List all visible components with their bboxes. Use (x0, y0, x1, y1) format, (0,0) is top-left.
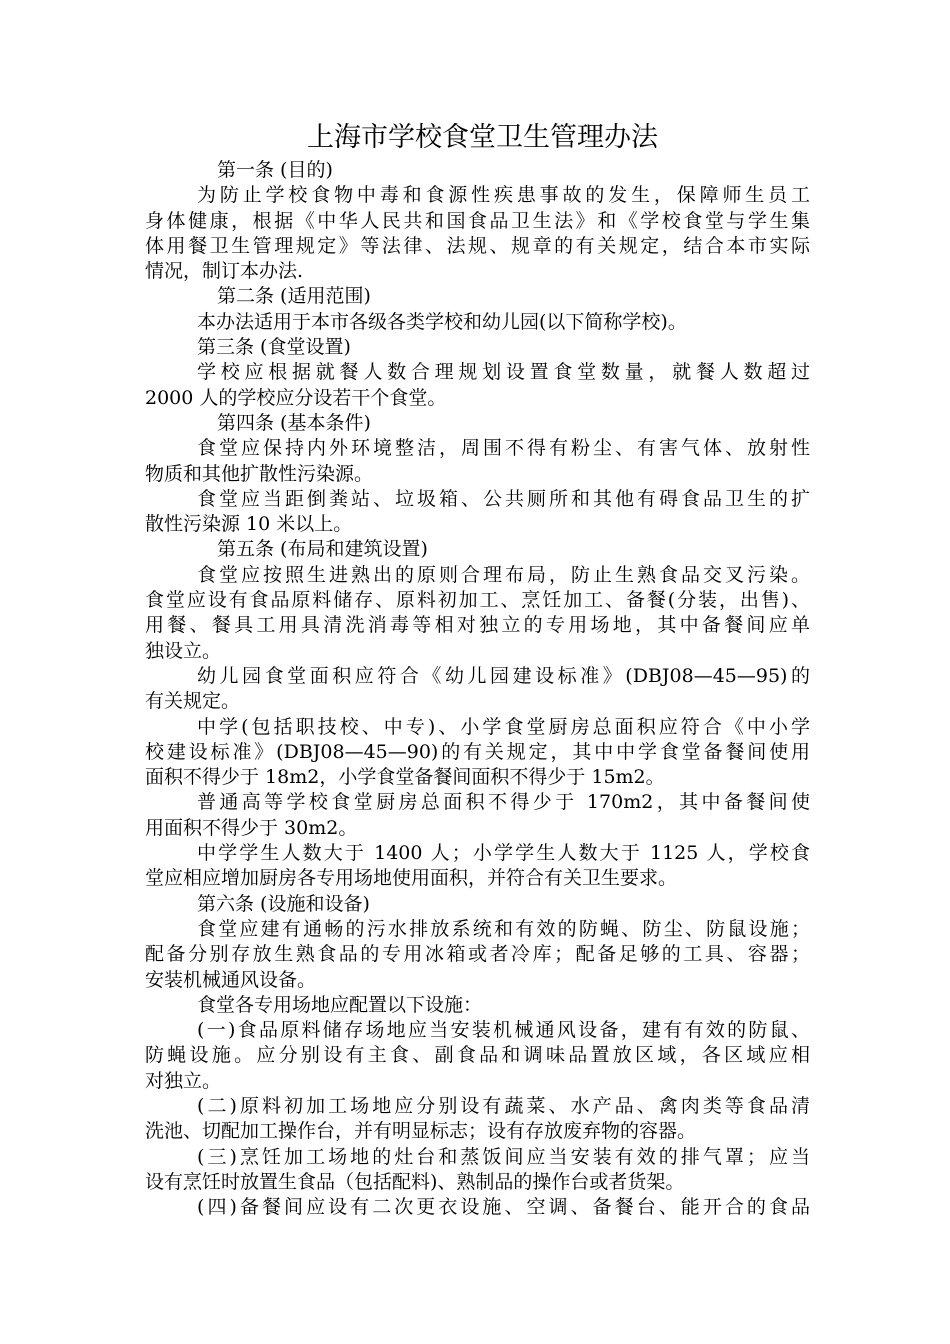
article-heading (145, 892, 810, 917)
line-text: 食堂各专用场地应配置以下设施： (197, 993, 483, 1016)
text-line (145, 816, 810, 841)
text-line (145, 588, 810, 613)
line-text: 中学学生人数大于 1400 人；小学学生人数大于 1125 人，学校食 (197, 842, 810, 865)
line-text: 体用餐卫生管理规定》等法律、法规、规章的有关规定，结合本市实际 (145, 234, 810, 257)
line-text: (四)备餐间应设有二次更衣设施、空调、备餐台、能开合的食品 (197, 1196, 810, 1219)
text-line (145, 1043, 810, 1068)
text-line (145, 765, 810, 790)
document-title: 上海市学校食堂卫生管理办法 (307, 122, 658, 153)
line-text: 为防止学校食物中毒和食源性疾患事故的发生，保障师生员工 (197, 184, 810, 207)
text-line (145, 639, 810, 664)
text-line (145, 1195, 810, 1220)
text-line (145, 715, 810, 740)
line-text: 第三条 (食堂设置) (197, 336, 351, 359)
text-line (145, 183, 810, 208)
line-text: 中学(包括职技校、中专)、小学食堂厨房总面积应符合《中小学 (197, 715, 810, 738)
line-text: 情况，制订本办法. (145, 260, 304, 283)
line-text: 物质和其他扩散性污染源。 (145, 462, 374, 485)
line-text: 散性污染源 10 米以上。 (145, 513, 353, 536)
text-line (145, 487, 810, 512)
line-text: 第五条 (布局和建筑设置) (217, 538, 428, 561)
text-line (145, 689, 810, 714)
text-line (145, 209, 810, 234)
line-text: 第二条 (适用范围) (217, 285, 371, 308)
line-text: 堂应相应增加厨房各专用场地使用面积，并符合有关卫生要求。 (145, 867, 678, 890)
text-line (145, 462, 810, 487)
text-line (145, 1119, 810, 1144)
text-line (145, 917, 810, 942)
line-text: 用面积不得少于 30m2。 (145, 816, 358, 839)
text-line (145, 436, 810, 461)
text-line (145, 790, 810, 815)
line-text: (三)烹饪加工场地的灶台和蒸饭间应当安装有效的排气罩；应当 (197, 1145, 810, 1168)
line-text: 防蝇设施。应分别设有主食、副食品和调味品置放区域，各区域应相 (145, 1044, 810, 1067)
line-text: 校建设标准》(DBJ08—45—90)的有关规定，其中中学食堂备餐间使用 (145, 740, 810, 763)
line-text: 独设立。 (145, 639, 222, 662)
text-line (145, 386, 810, 411)
line-text: 食堂应保持内外环境整洁，周围不得有粉尘、有害气体、放射性 (197, 437, 810, 460)
text-line (145, 563, 810, 588)
line-text: 第四条 (基本条件) (217, 411, 371, 434)
text-line (145, 234, 810, 259)
text-line (145, 740, 810, 765)
text-line (145, 993, 810, 1018)
article-heading (145, 335, 810, 360)
text-line (145, 1170, 810, 1195)
text-line (145, 512, 810, 537)
text-line (145, 841, 810, 866)
line-text: 设有烹饪时放置生食品（包括配料)、熟制品的操作台或者货架。 (145, 1170, 685, 1193)
text-line (145, 613, 810, 638)
article-heading (145, 158, 810, 183)
article-heading (145, 284, 810, 309)
line-text: (二)原料初加工场地应分别设有蔬菜、水产品、禽肉类等食品清 (197, 1094, 810, 1117)
line-text: 安装机械通风设备。 (145, 968, 317, 991)
line-text: 洗池、切配加工操作台，并有明显标志；设有存放废弃物的容器。 (145, 1120, 697, 1143)
line-text: 幼儿园食堂面积应符合《幼儿园建设标准》(DBJ08—45—95)的 (197, 664, 810, 687)
text-line (145, 1018, 810, 1043)
article-heading (145, 537, 810, 562)
text-line (145, 1094, 810, 1119)
line-text: 食堂应设有食品原料储存、原料初加工、烹饪加工、备餐(分装，出售)、 (145, 589, 810, 612)
line-text: 配备分别存放生熟食品的专用冰箱或者冷库；配备足够的工具、容器； (145, 943, 810, 966)
text-line (145, 310, 810, 335)
text-line (145, 360, 810, 385)
text-line (145, 259, 810, 284)
line-text: 普通高等学校食堂厨房总面积不得少于 170m2，其中备餐间使 (197, 791, 810, 814)
line-text: (一)食品原料储存场地应当安装机械通风设备，建有有效的防鼠、 (197, 1019, 810, 1042)
line-text: 食堂应当距倒粪站、垃圾箱、公共厕所和其他有碍食品卫生的扩 (197, 487, 810, 510)
line-text: 食堂应按照生进熟出的原则合理布局，防止生熟食品交叉污染。 (197, 563, 810, 586)
text-line (145, 1069, 810, 1094)
text-line (145, 664, 810, 689)
text-line (145, 1145, 810, 1170)
line-text: 有关规定。 (145, 690, 241, 713)
line-text: 对独立。 (145, 1069, 222, 1092)
line-text: 2000 人的学校应分设若干个食堂。 (145, 386, 447, 409)
line-text: 第一条 (目的) (217, 159, 333, 181)
text-line (145, 942, 810, 967)
text-line (145, 866, 810, 891)
line-text: 第六条 (设施和设备) (197, 892, 370, 915)
line-text: 学校应根据就餐人数合理规划设置食堂数量，就餐人数超过 (197, 361, 810, 384)
document-page (145, 118, 810, 1220)
article-heading (145, 411, 810, 436)
text-line (145, 968, 810, 993)
line-text: 用餐、餐具工用具清洗消毒等相对独立的专用场地，其中备餐间应单 (145, 614, 810, 637)
line-text: 本办法适用于本市各级各类学校和幼儿园(以下简称学校)。 (197, 310, 687, 333)
line-text: 食堂应建有通畅的污水排放系统和有效的防蝇、防尘、防鼠设施； (197, 917, 810, 940)
line-text: 面积不得少于 18m2，小学食堂备餐间面积不得少于 15m2。 (145, 766, 665, 789)
document-body (145, 158, 810, 1220)
line-text: 身体健康，根据《中华人民共和国食品卫生法》和《学校食堂与学生集 (145, 209, 810, 232)
